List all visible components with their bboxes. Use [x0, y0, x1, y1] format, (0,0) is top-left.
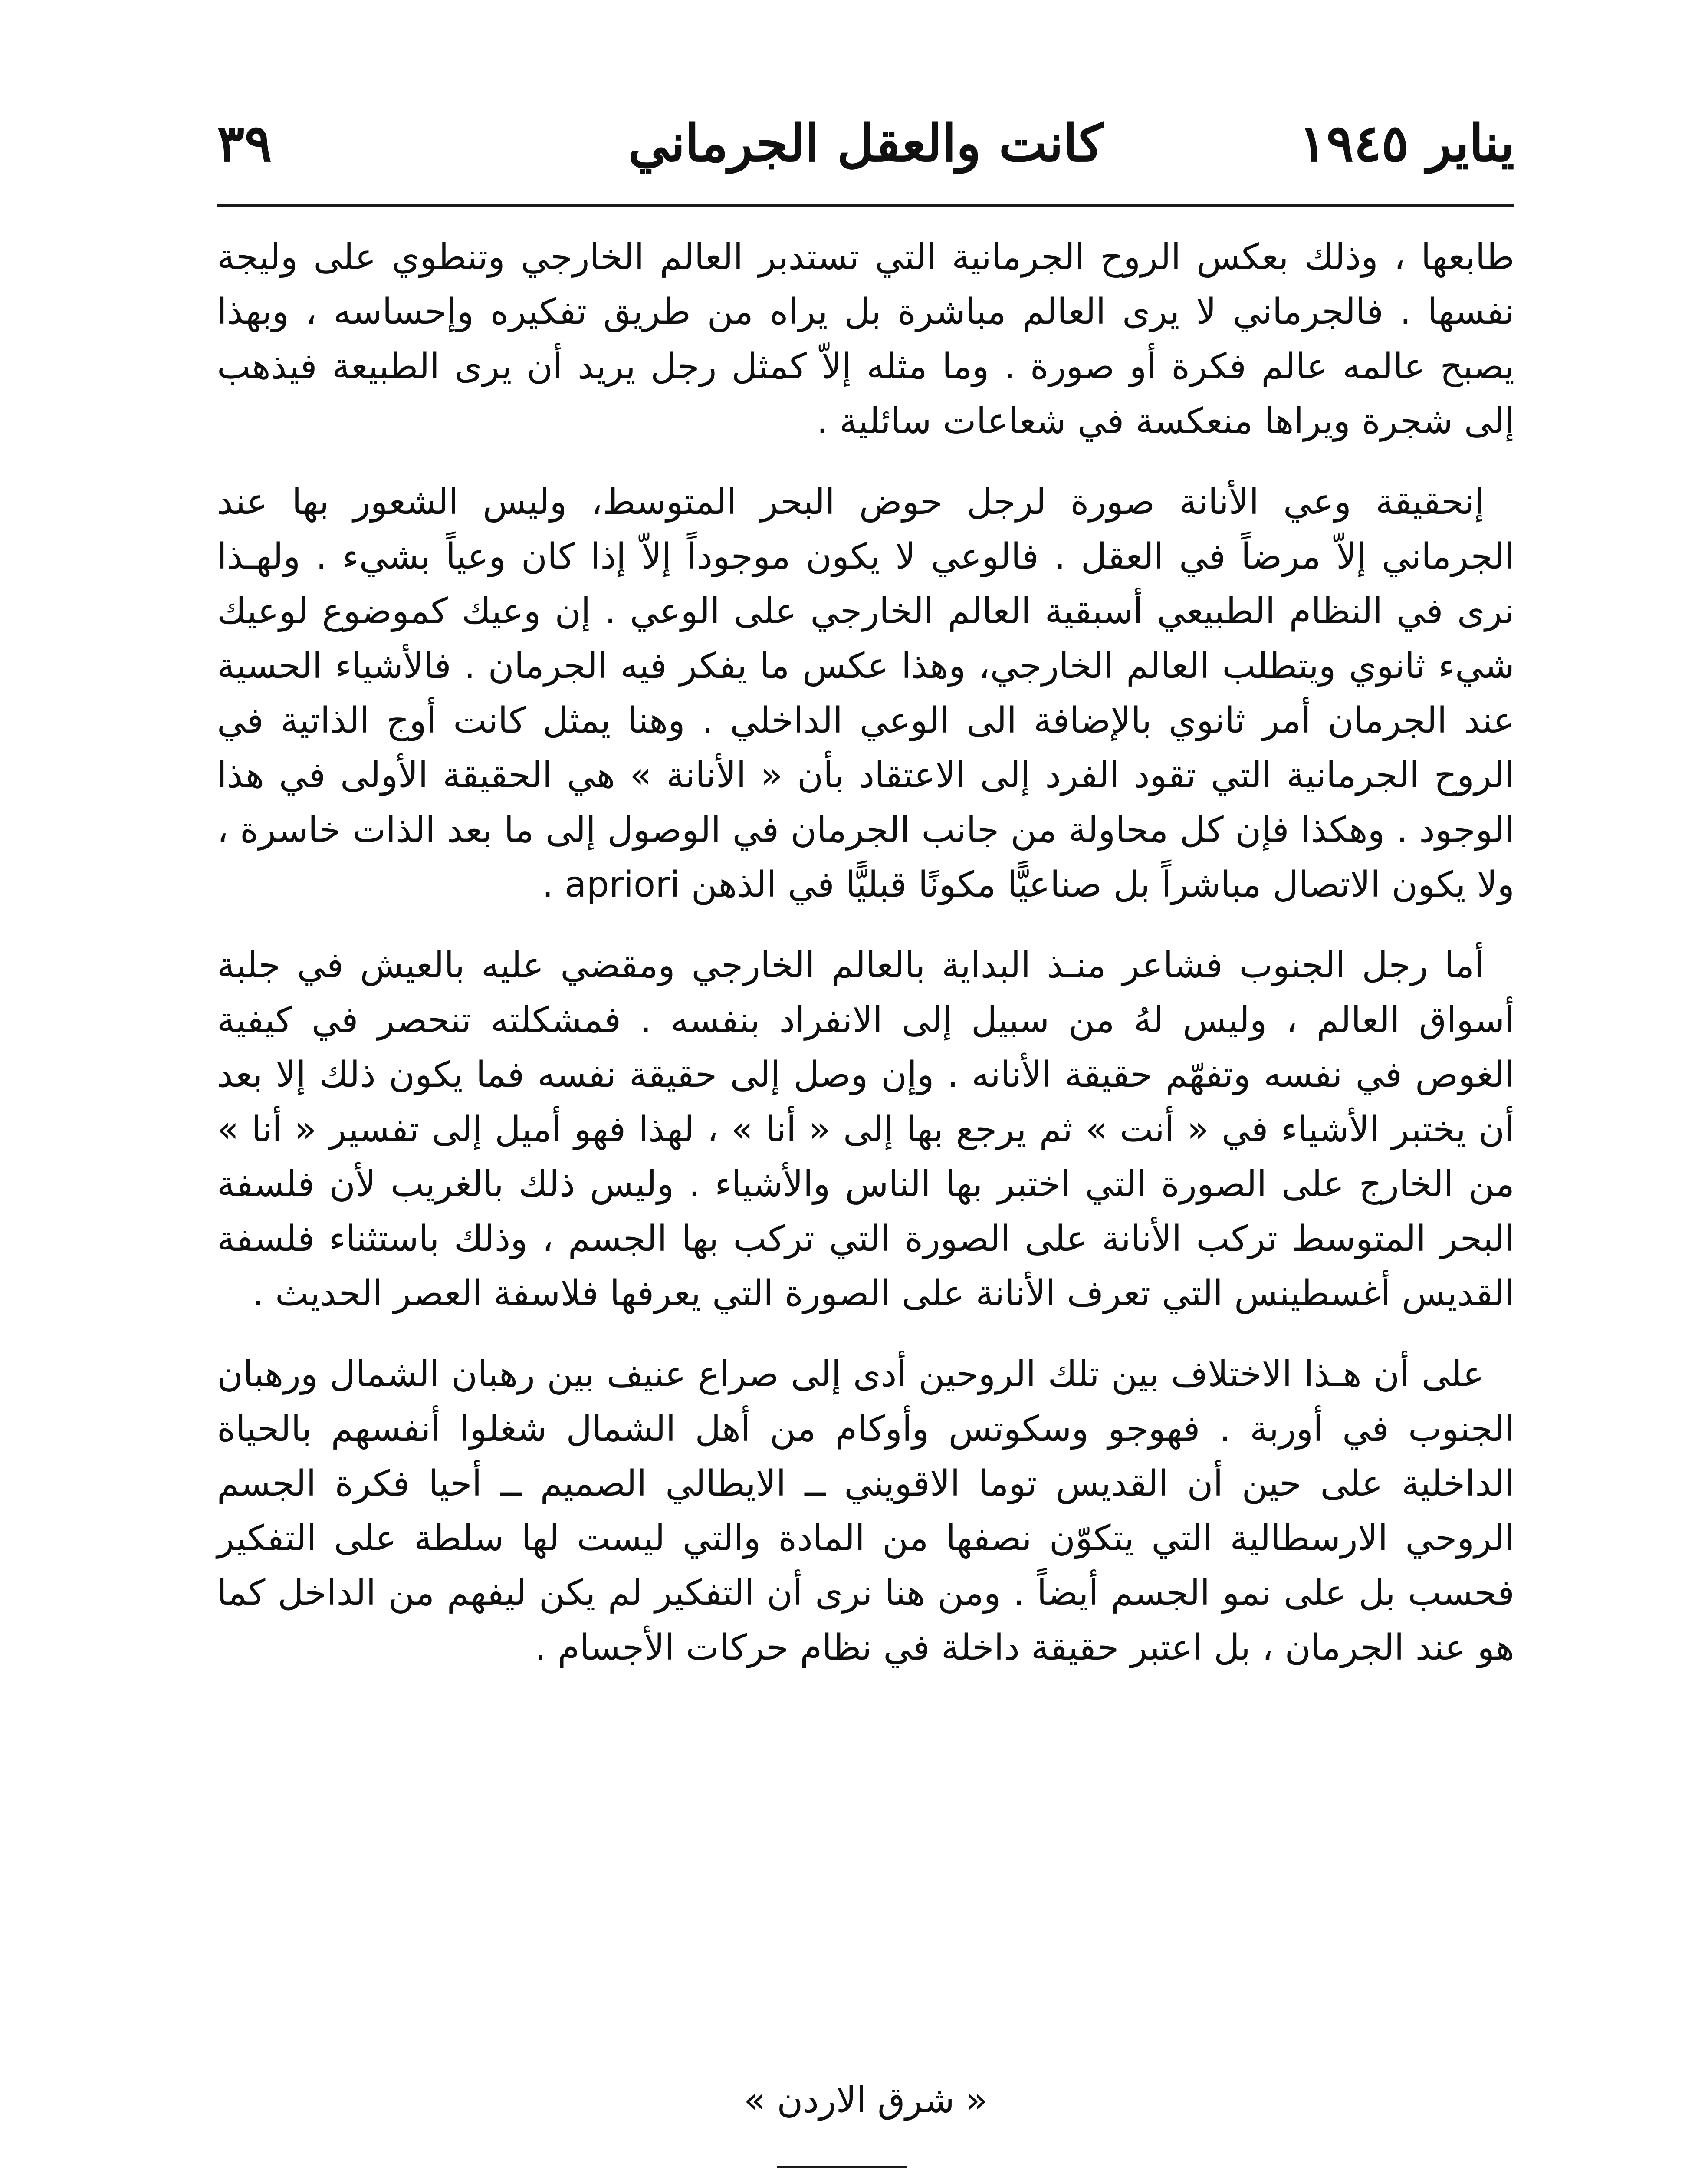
paragraph-1: طابعها ، وذلك بعكس الروح الجرمانية التي تستدبر العالم الخارجي وتنطوي على وليجة نفسها . فالجرماني لا يرى العالم مباشرة بل يراه من طريق تفكيره وإحساسه ، وبهذا يصبح عالمه عالم فكرة أو صورة . وما مثله إلاّ كمثل رجل يريد أن يرى الطبيعة فيذهب إلى شجرة ويراها منعكسة في شعاعات سائلية . [217, 237, 1514, 442]
paragraph-4: على أن هـذا الاختلاف بين تلك الروحين أدى إلى صراع عنيف بين رهبان الشمال ورهبان الجنوب في أوربة . فهوجو وسكوتس وأوكام من أهل الشمال شغلوا أنفسهم بالحياة الداخلية على حين أن القديس توما الاقويني ــ الايطالي الصميم ــ أحيا فكرة الجسم الروحي الارسطالية التي يتكوّن نصفها من المادة والتي ليست لها سلطة على التفكير فحسب بل على نمو الجسم أيضاً . ومن هنا نرى أن التفكير لم يكن ليفهم من الداخل كما هو عند الجرمان ، بل اعتبر حقيقة داخلة في نظام حركات الأجسام . [217, 1354, 1514, 1668]
page-number: ٣٩ [217, 113, 272, 173]
article-body [217, 230, 1514, 1701]
header-rule [217, 204, 1514, 207]
page-header [217, 108, 1514, 195]
author-location: « شرق الاردن » [744, 2080, 988, 2121]
header-date: يناير ١٩٤٥ [1299, 113, 1514, 173]
paragraph-2: إنحقيقة وعي الأنانة صورة لرجل حوض البحر المتوسط، وليس الشعور بها عند الجرماني إلاّ مرضاً في العقل . فالوعي لا يكون موجوداً إلاّ إذا كان وعياً بشيء . ولهـذا نرى في النظام الطبيعي أسبقية العالم الخارجي على الوعي . إن وعيك كموضوع لوعيك شيء ثانوي ويتطلب العالم الخارجي، وهذا عكس ما يفكر فيه الجرمان . فالأشياء الحسية عند الجرمان أمر ثانوي بالإضافة الى الوعي الداخلي . وهنا يمثل كانت أوج الذاتية في الروح الجرمانية التي تقود الفرد إلى الاعتقاد بأن « الأنانة » هي الحقيقة الأولى في هذا الوجود . وهكذا فإن كل محاولة من جانب الجرمان في الوصول إلى ما بعد الذات خاسرة ، ولا يكون الاتصال مباشراً بل صناعيًّا مكونًا قبليًّا في الذهن apriori . [217, 481, 1514, 905]
header-title: كانت والعقل الجرماني [628, 113, 1104, 173]
end-rule-top [777, 2166, 907, 2168]
paragraph-3: أما رجل الجنوب فشاعر منـذ البداية بالعالم الخارجي ومقضي عليه بالعيش في جلبة أسواق العالم ، وليس لهُ من سبيل إلى الانفراد بنفسه . فمشكلته تنحصر في كيفية الغوص في نفسه وتفهّم حقيقة الأنانه . وإن وصل إلى حقيقة نفسه فما يكون ذلك إلا بعد أن يختبر الأشياء في « أنت » ثم يرجع بها إلى « أنا » ، لهذا فهو أميل إلى تفسير « أنا » من الخارج على الصورة التي اختبر بها الناس والأشياء . وليس ذلك بالغريب لأن فلسفة البحر المتوسط تركب الأنانة على الصورة التي تركب بها الجسم ، وذلك باستثناء فلسفة القديس أغسطينس التي تعرف الأنانة على الصورة التي يعرفها فلاسفة العصر الحديث . [217, 945, 1514, 1314]
